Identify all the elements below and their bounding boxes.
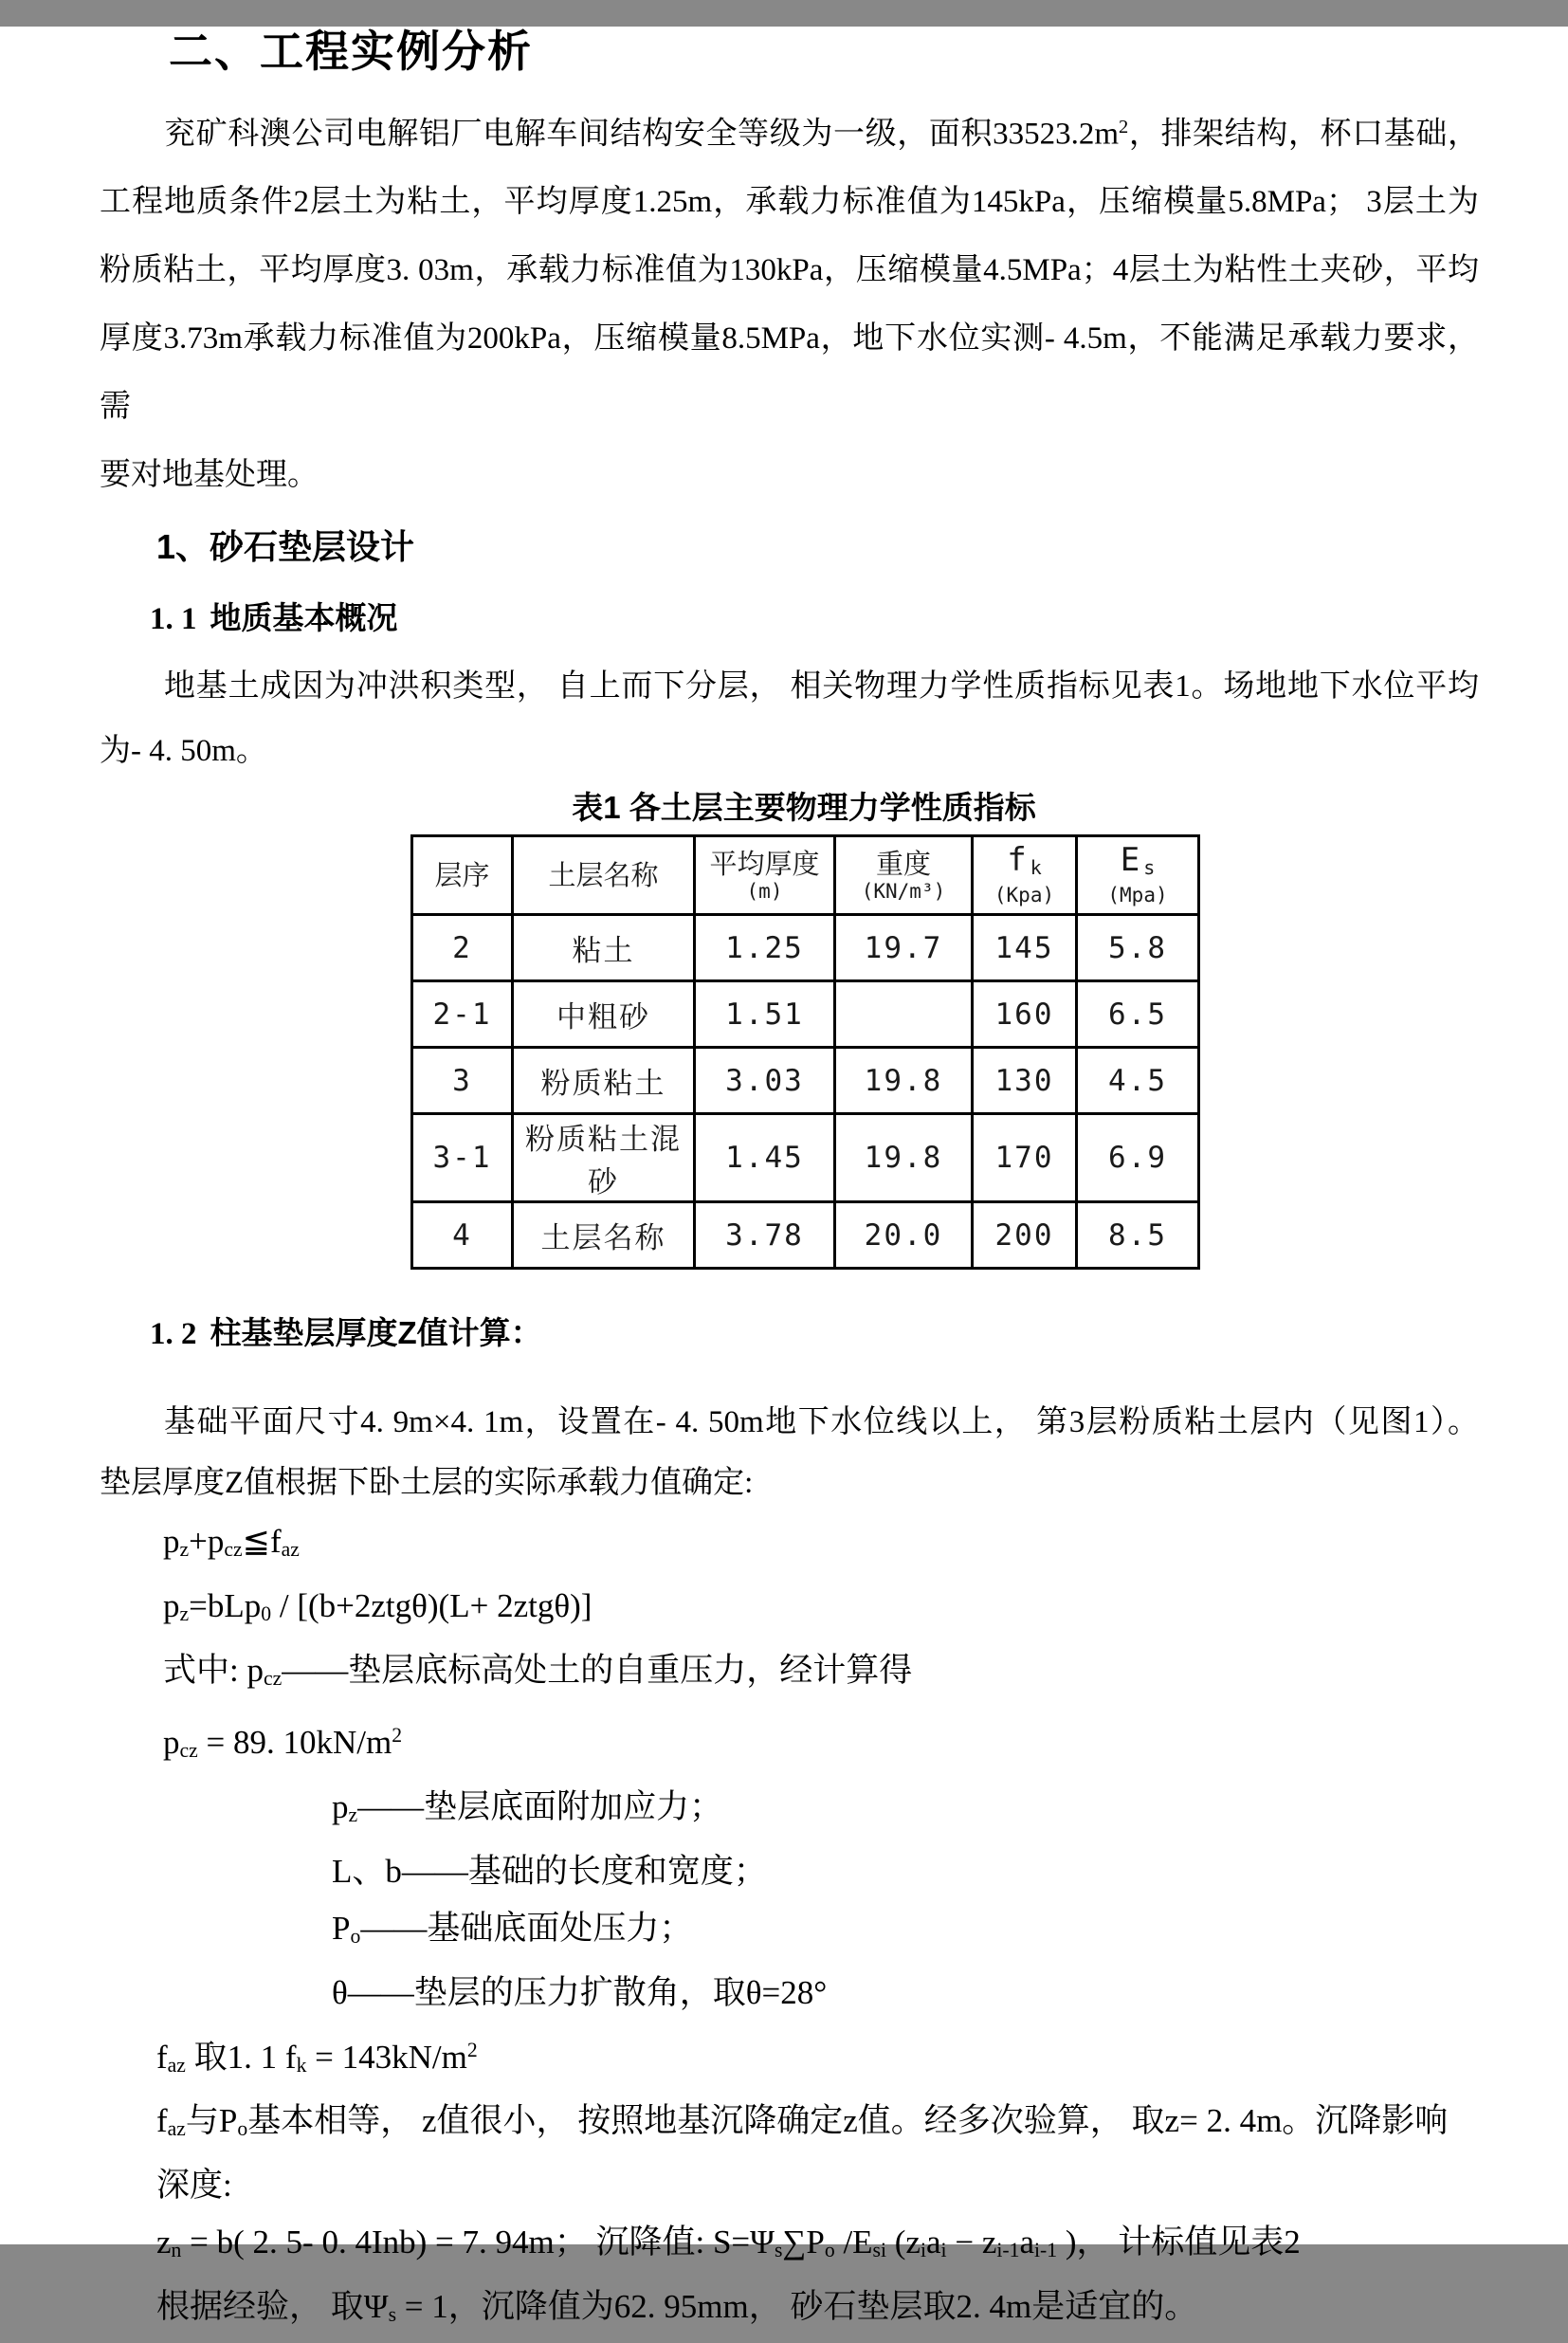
- table-row: [412, 981, 1199, 1048]
- table-row: [412, 915, 1199, 981]
- para-faz-po: faz与Po基本相等， z值很小， 按照地基沉降确定z值。经多次验算， 取z= 2. 4m。沉降影响深度:: [156, 2102, 1449, 2205]
- th-fk: fk (Kpa): [973, 836, 1077, 915]
- section-1-1-title: 地质基本概况: [210, 600, 398, 636]
- cell-es: 6.5: [1077, 981, 1199, 1048]
- cell-fk: 160: [973, 981, 1077, 1048]
- intro-line-3: 粉质粘土，平均厚度3. 03m，承载力标准值为130kPa，压缩模量4.5MPa；4层土为粘性土夹砂，平均: [100, 253, 1479, 288]
- table-header-row: [412, 836, 1199, 915]
- cell-es: 6.9: [1077, 1114, 1199, 1202]
- table-row: [412, 1202, 1199, 1269]
- formula-faz: faz 取1. 1 fk = $143kN/m^2$: [156, 2038, 478, 2077]
- geology-line-1: 地基土成因为冲洪积类型， 自上而下分层， 相关物理力学性质指标见表1。场地地下水位平均: [164, 669, 1479, 705]
- cell-weight: [835, 981, 973, 1048]
- geology-paragraph: [100, 654, 1479, 783]
- formula-note-pcz: 式中: pcz——垫层底标高处土的自重压力，经计算得: [163, 1652, 913, 1690]
- th-es: Es (Mpa): [1077, 836, 1199, 915]
- cell-name: 中粗砂: [513, 981, 695, 1048]
- cell-name: 粉质粘土: [513, 1048, 695, 1114]
- formula-pcz-value: pcz = 89. $10kN/m^2$: [163, 1723, 403, 1762]
- section-1-heading: 1、砂石垫层设计: [156, 527, 415, 567]
- table-row: [412, 1048, 1199, 1114]
- intro-paragraph: [100, 93, 1487, 509]
- table-row: [412, 1114, 1199, 1202]
- cell-name: 粘土: [513, 915, 695, 981]
- calc-paragraph: [100, 1392, 1479, 1513]
- cell-layer: 4: [412, 1202, 513, 1269]
- cell-es: 5.8: [1077, 915, 1199, 981]
- cell-weight: 19.8: [835, 1114, 973, 1202]
- section-1-1-number: 1. 1: [150, 602, 197, 637]
- cell-thickness: 3.78: [695, 1202, 835, 1269]
- cell-es: 8.5: [1077, 1202, 1199, 1269]
- intro-line-5: 要对地基处理。: [100, 458, 319, 493]
- cell-thickness: 3.03: [695, 1048, 835, 1114]
- cell-layer: 2: [412, 915, 513, 981]
- definition-theta: θ——垫层的压力扩散角，取θ=28°: [332, 1973, 828, 2011]
- th-soil-name: 土层名称: [513, 836, 695, 915]
- definition-pz: pz——垫层底面附加应力；: [332, 1787, 723, 1826]
- section-1-2-title: 柱基垫层厚度Z值计算：: [210, 1315, 542, 1351]
- cell-layer: 2-1: [412, 981, 513, 1048]
- cell-fk: 170: [973, 1114, 1077, 1202]
- geology-line-2: 为- 4. 50m。: [100, 734, 267, 769]
- cell-thickness: 1.45: [695, 1114, 835, 1202]
- cell-name: 土层名称: [513, 1202, 695, 1269]
- para-conclusion: 根据经验， 取Ψs = 1，沉降值为62. 95mm， 砂石垫层取2. 4m是适宜的。: [156, 2288, 1198, 2326]
- intro-line-1: 兖矿科澳公司电解铝厂电解车间结构安全等级为一级，面积$33523.2m^2$，排架结构，杯口基础，: [164, 117, 1479, 152]
- formula-zn-settlement: zn = b( 2. 5- 0. 4Inb) = 7. 94m； 沉降值: S=Ψs∑Po /Esi (ziai − zi-1ai-1 )， 计标值见表2: [156, 2224, 1301, 2262]
- intro-line-2: 工程地质条件2层土为粘土，平均厚度1.25m，承载力标准值为145kPa，压缩模量5.8MPa； 3层土为: [100, 185, 1479, 220]
- definition-l-b: L、b——基础的长度和宽度；: [332, 1852, 767, 1890]
- definition-po: Po——基础底面处压力；: [332, 1909, 693, 1948]
- cell-weight: 19.7: [835, 915, 973, 981]
- cell-es: 4.5: [1077, 1048, 1199, 1114]
- cell-thickness: 1.25: [695, 915, 835, 981]
- cell-layer: 3-1: [412, 1114, 513, 1202]
- cell-weight: 20.0: [835, 1202, 973, 1269]
- cell-thickness: 1.51: [695, 981, 835, 1048]
- soil-properties-table: [410, 834, 1200, 1270]
- document-page: [0, 27, 1568, 2326]
- calc-line-1: 基础平面尺寸4. 9m×4. 1m，设置在- 4. 50m地下水位线以上， 第3层粉质粘土层内（见图1）。: [164, 1405, 1479, 1440]
- th-unit-weight: 重度 (KN/m³): [835, 836, 973, 915]
- cell-name: 粉质粘土混砂: [513, 1114, 695, 1202]
- section-1-2-heading: [150, 1315, 1568, 1352]
- intro-line-4: 厚度3.73m承载力标准值为200kPa，压缩模量8.5MPa，地下水位实测- 4.5m，不能满足承载力要求， 需: [100, 321, 1487, 425]
- cell-fk: 145: [973, 915, 1077, 981]
- th-layer-seq: 层序: [412, 836, 513, 915]
- section-1-1-heading: [150, 600, 1568, 637]
- cell-fk: 200: [973, 1202, 1077, 1269]
- calc-line-2: 垫层厚度Z值根据下卧土层的实际承载力值确定:: [100, 1466, 754, 1501]
- th-avg-thickness: 平均厚度 (m): [695, 836, 835, 915]
- doc-title: 二、工程实例分析: [169, 27, 533, 76]
- formula-pz-plus-pcz: pz+pcz≦faz: [163, 1523, 300, 1562]
- cell-weight: 19.8: [835, 1048, 973, 1114]
- table1-caption: 表1 各土层主要物理力学性质指标: [572, 790, 1036, 826]
- cell-fk: 130: [973, 1048, 1077, 1114]
- section-1-2-number: 1. 2: [150, 1317, 197, 1352]
- cell-layer: 3: [412, 1048, 513, 1114]
- formula-pz-equals: pz=bLp0 / [(b+2ztgθ)(L+ 2ztgθ)]: [163, 1587, 593, 1626]
